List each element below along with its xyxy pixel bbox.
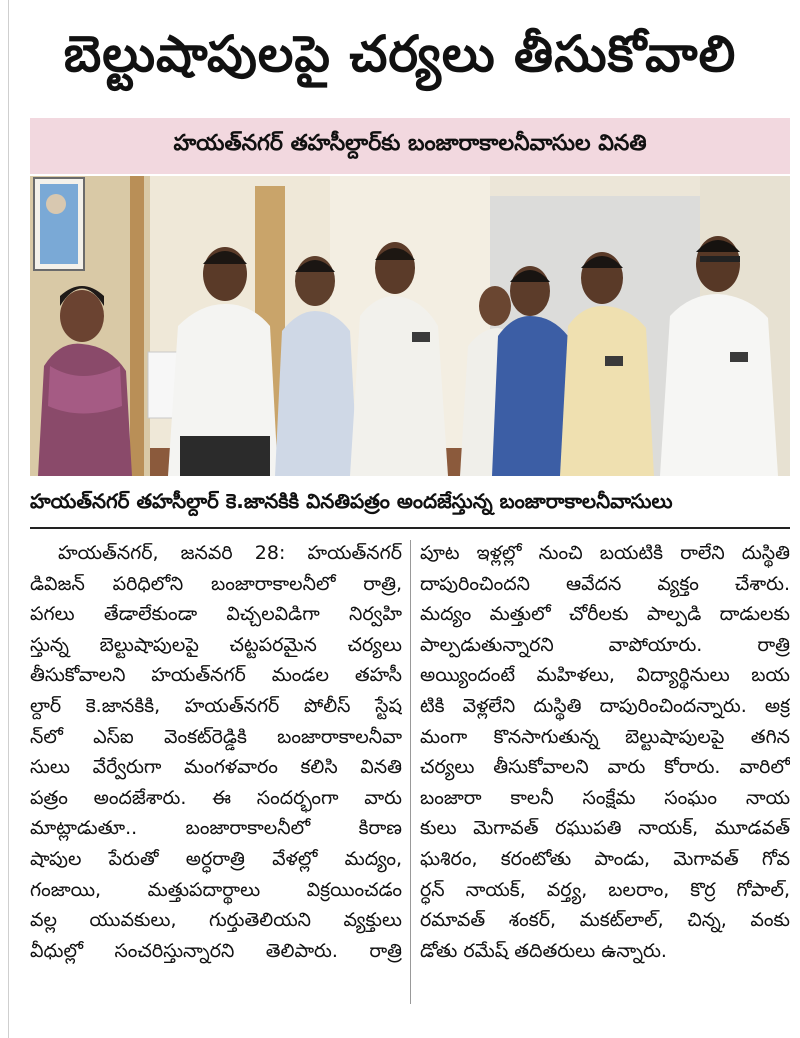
article-line: వీధుల్లో సంచరిస్తున్నారని తెలిపారు. రాత్రి (30, 939, 402, 962)
article-line: పాల్పడుతున్నారని వాపోయారు. రాత్రి (420, 633, 790, 656)
article-line: మంగా కొనసాగుతున్న బెల్టుషాపులపై తగిన (420, 725, 790, 748)
article-line: ల్దార్ కె.జానకికి, హయత్‌నగర్ పోలీస్ స్టేష (30, 694, 402, 717)
article-line: డివిజన్ పరిధిలోని బంజారాకాలనీలో రాత్రి, (30, 572, 402, 595)
article-column-right (420, 538, 790, 1008)
article-line: మాట్లాడుతూ.. బంజారాకాలనీలో కిరాణ (30, 817, 402, 840)
article-line: షాపుల పేరుతో అర్ధరాత్రి వేళల్లో మద్యం, (30, 847, 402, 870)
caption-rule (30, 527, 790, 529)
article-line: స్తున్న బెల్టుషాపులపై చట్టపరమైన చర్యలు (30, 633, 402, 656)
article-line: ఘశిరం, కరంటోతు పాండు, మెగావత్ గోవ (420, 847, 790, 870)
article-line: అయ్యిందంటే మహిళలు, విద్యార్థినులు బయ (420, 664, 790, 687)
page-edge-line (8, 0, 9, 1038)
article-line: దాపురించిందని ఆవేదన వ్యక్తం చేశారు. (420, 572, 790, 595)
article-column-left (30, 538, 402, 1008)
article-line: హయత్‌నగర్, జనవరి 28: హయత్‌నగర్ (58, 542, 402, 564)
article-line: పూట ఇళ్లల్లో నుంచి బయటికి రాలేని దుస్థితి (420, 542, 790, 564)
photo-illustration (30, 176, 790, 476)
article-line: తీసుకోవాలని హయత్‌నగర్ మండల తహసీ (30, 664, 402, 687)
column-divider (410, 540, 411, 1004)
article-line: ర్ధన్ నాయక్, వర్త్య, బలరాం, కొర్ర గోపాల్, (420, 878, 790, 901)
article-line: పత్రం అందజేశారు. ఈ సందర్భంగా వారు (30, 786, 402, 809)
article-line: వల్ల యువకులు, గుర్తుతెలియని వ్యక్తులు (30, 909, 402, 932)
article-line: రమావత్ శంకర్, మకట్‌లాల్, చిన్న, వంకు (420, 909, 790, 932)
article-line: బంజారా కాలనీ సంక్షేమ సంఘం నాయ (420, 786, 790, 809)
article-line: మద్యం మత్తులో చోరీలకు పాల్పడి దాడులకు (420, 603, 790, 626)
photo-caption-row (30, 482, 790, 524)
article-line: టికి వెళ్లలేని దుస్థితి దాపురించిందన్నారు. అక్ర (420, 694, 790, 717)
news-photo (30, 176, 790, 476)
article-line: కులు మెగావత్ రఘుపతి నాయక్, మూడవత్ (420, 817, 790, 840)
article-line: పగలు తేడాలేకుండా విచ్చలవిడిగా నిర్వహి (30, 603, 402, 626)
article-line: న్‌లో ఎస్‌ఐ వెంకట్‌రెడ్డికి బంజారాకాలనీవా (30, 725, 402, 748)
article-line: గంజాయి, మత్తుపదార్థాలు విక్రయించడం (30, 878, 402, 901)
subheadline-band (30, 118, 790, 174)
subheadline: హయత్‌నగర్ తహసీల్దార్‌కు బంజారాకాలనీవాసుల వినతి (173, 131, 647, 156)
photo-caption: హయత్‌నగర్ తహసీల్దార్ కె.జానకికి వినతిపత్రం అందజేస్తున్న బంజారాకాలనీవాసులు (30, 488, 673, 513)
article-line: చర్యలు తీసుకోవాలని వారు కోరారు. వారిలో (420, 756, 790, 779)
article-line: సులు వేర్వేరుగా మంగళవారం కలిసి వినతి (30, 756, 402, 779)
article-line: డోతు రమేష్ తదితరులు ఉన్నారు. (420, 939, 667, 962)
headline: బెల్టుషాపులపై చర్యలు తీసుకోవాలి (63, 24, 737, 83)
